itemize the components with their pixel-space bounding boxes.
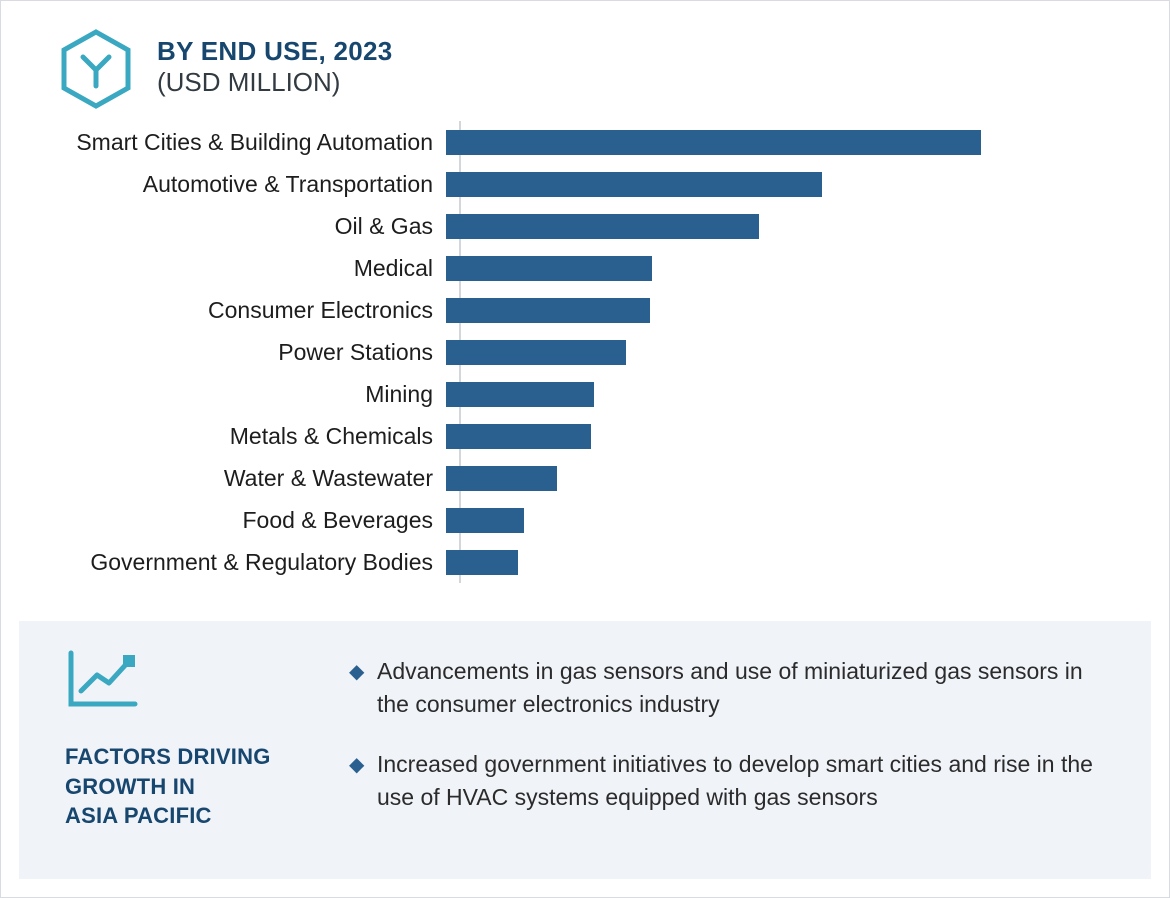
page-subtitle: (USD MILLION) (157, 67, 341, 98)
chart-bar[interactable] (446, 298, 650, 323)
factors-panel-left (19, 621, 349, 879)
diamond-bullet-icon: ◆ (349, 661, 365, 683)
header (1, 1, 1169, 105)
chart-bar[interactable] (446, 172, 822, 197)
chart-row (1, 541, 1169, 583)
chart-bar-cell (446, 499, 1169, 541)
chart-rows (1, 121, 1169, 583)
chart-bar[interactable] (446, 508, 524, 533)
factors-bullet-text: Advancements in gas sensors and use of miniaturized gas sensors in the consumer electronics industry (377, 658, 1083, 717)
chart-category-label: Mining (365, 380, 433, 407)
factors-bullet-item (349, 748, 1111, 813)
chart-row (1, 457, 1169, 499)
factors-panel-title-line: GROWTH IN (65, 773, 196, 799)
factors-panel-title-line: ASIA PACIFIC (65, 803, 212, 829)
bar-chart (1, 105, 1169, 595)
chart-bar[interactable] (446, 256, 652, 281)
factors-bullet-item (349, 655, 1111, 720)
chart-bar-cell (446, 331, 1169, 373)
chart-row (1, 163, 1169, 205)
chart-row (1, 499, 1169, 541)
chart-category-label: Government & Regulatory Bodies (90, 548, 433, 575)
factors-panel-title (65, 742, 349, 831)
line-chart-icon (65, 698, 139, 715)
chart-row (1, 415, 1169, 457)
chart-bar[interactable] (446, 550, 518, 575)
chart-category-label: Automotive & Transportation (142, 170, 433, 197)
chart-category-label: Power Stations (278, 338, 433, 365)
diamond-bullet-icon: ◆ (349, 754, 365, 777)
factors-bullet-list (349, 621, 1151, 879)
chart-category-label: Food & Beverages (242, 506, 433, 533)
chart-bar[interactable] (446, 424, 591, 449)
chart-category-label: Consumer Electronics (208, 296, 433, 323)
chart-row (1, 121, 1169, 163)
chart-bar-cell (446, 163, 1169, 205)
factors-panel-title-line: FACTORS DRIVING (65, 744, 271, 769)
factors-panel (19, 621, 1151, 879)
hexagon-y-icon (59, 29, 133, 109)
chart-bar-cell (446, 457, 1169, 499)
chart-bar-cell (446, 373, 1169, 415)
chart-category-label: Smart Cities & Building Automation (76, 128, 433, 155)
page-title: BY END USE, 2023 (157, 36, 393, 66)
header-text-block (157, 37, 393, 97)
factors-bullet-text: Increased government initiatives to develop smart cities and rise in the use of HVAC systems equipped with gas sensors (377, 751, 1093, 810)
chart-bar-cell (446, 205, 1169, 247)
chart-bar-cell (446, 289, 1169, 331)
chart-bar-cell (446, 247, 1169, 289)
chart-bar[interactable] (446, 466, 557, 491)
chart-category-label: Medical (353, 254, 433, 281)
chart-bar[interactable] (446, 214, 759, 239)
chart-category-label: Oil & Gas (334, 212, 433, 239)
chart-bar[interactable] (446, 130, 981, 155)
chart-bar-cell (446, 121, 1169, 163)
chart-bar[interactable] (446, 340, 626, 365)
chart-row (1, 373, 1169, 415)
chart-row (1, 247, 1169, 289)
chart-category-label: Metals & Chemicals (229, 422, 433, 449)
chart-category-label: Water & Wastewater (223, 464, 433, 491)
chart-bar[interactable] (446, 382, 594, 407)
chart-bar-cell (446, 415, 1169, 457)
chart-row (1, 331, 1169, 373)
chart-bar-cell (446, 541, 1169, 583)
chart-row (1, 289, 1169, 331)
chart-row (1, 205, 1169, 247)
